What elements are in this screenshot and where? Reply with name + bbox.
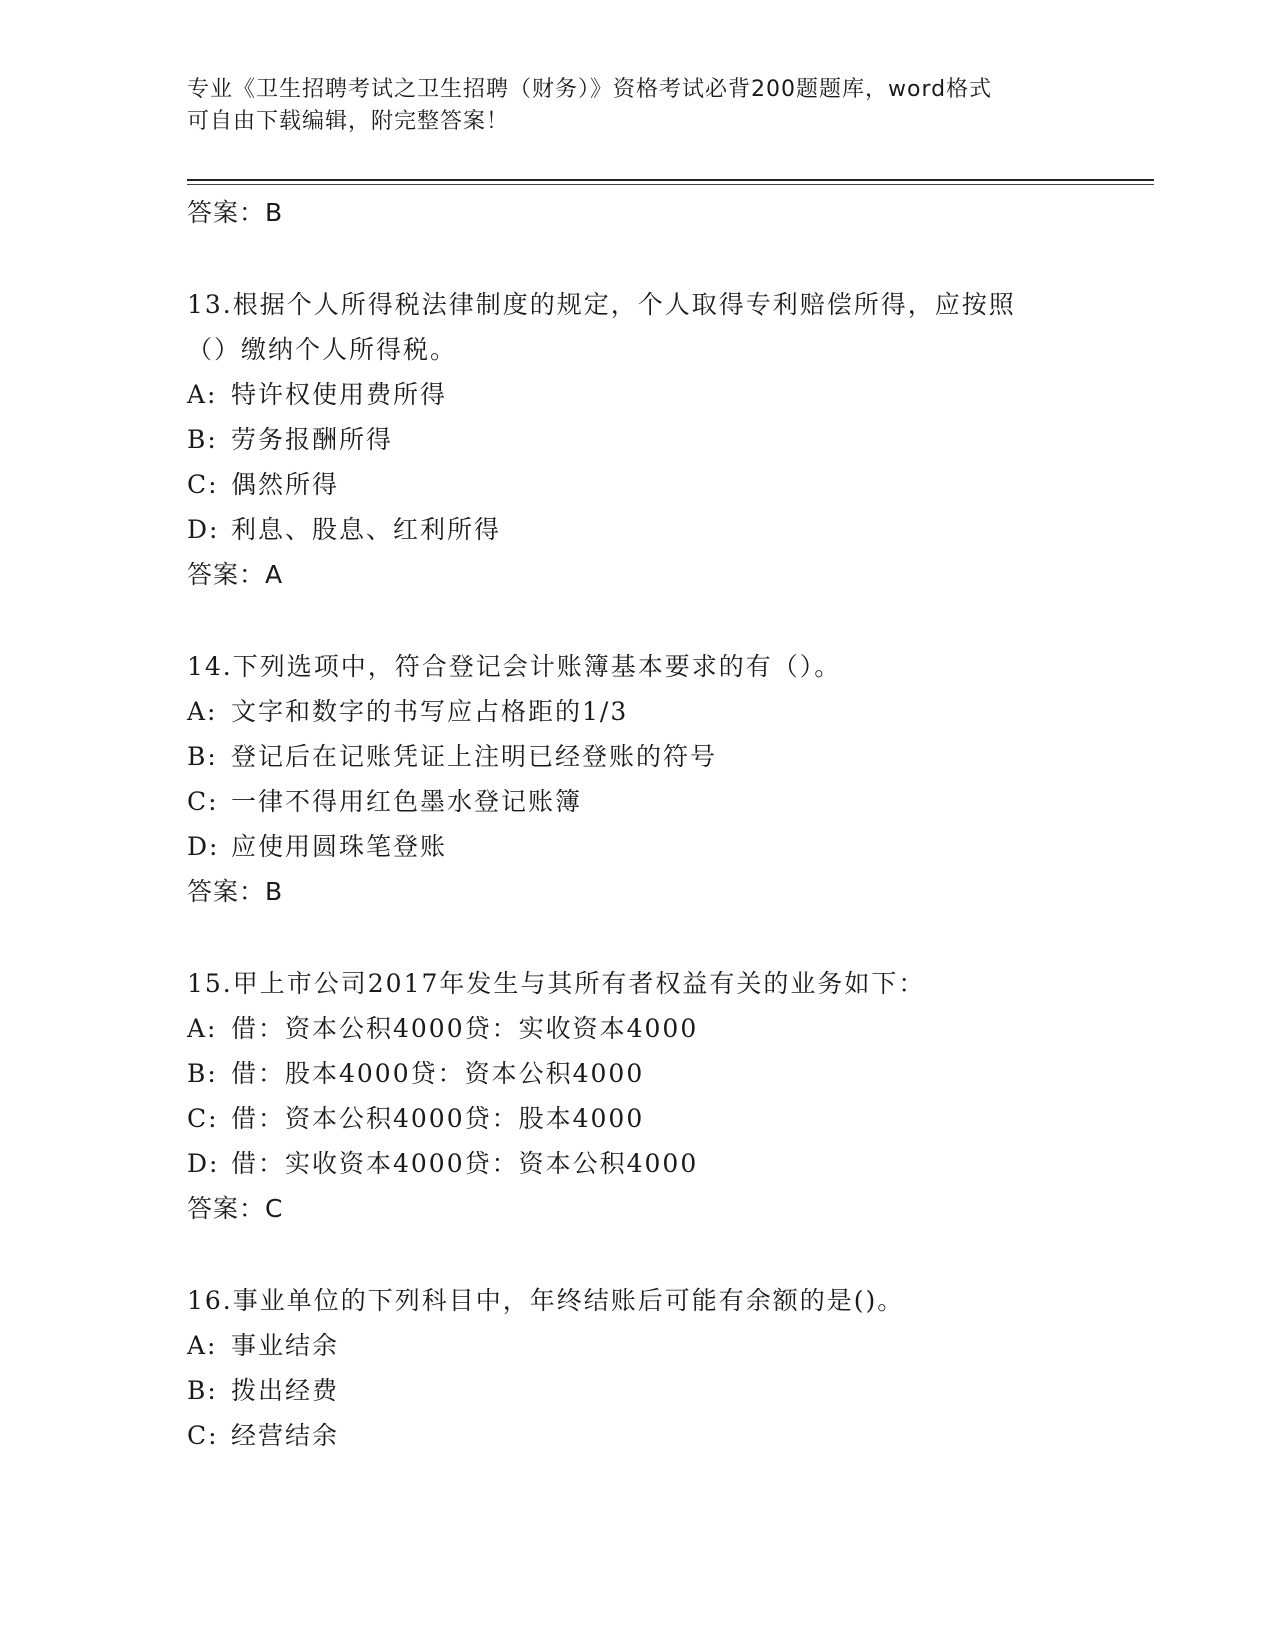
spacer <box>187 915 1147 961</box>
option-key: A: <box>187 380 218 409</box>
option-a <box>187 372 1147 417</box>
question-block <box>187 1278 1147 1458</box>
option-d <box>187 1141 1147 1186</box>
question-stem-line: 15.甲上市公司2017年发生与其所有者权益有关的业务如下： <box>187 969 926 998</box>
option-key: C: <box>187 470 219 499</box>
option-d <box>187 824 1147 869</box>
option-a <box>187 1006 1147 1051</box>
option-text: 经营结余 <box>231 1421 340 1450</box>
option-key: C: <box>187 1421 219 1450</box>
question-stem <box>187 1278 1147 1323</box>
option-key: B: <box>187 1376 218 1405</box>
question-list <box>187 190 1147 1458</box>
header-divider-thin <box>187 184 1154 185</box>
option-text: 一律不得用红色墨水登记账簿 <box>231 787 583 816</box>
question-stem <box>187 644 1147 689</box>
option-text: 文字和数字的书写应占格距的1/3 <box>231 697 629 726</box>
option-text: 借：资本公积4000贷：股本4000 <box>231 1104 645 1133</box>
question-stem-line: 14.下列选项中，符合登记会计账簿基本要求的有（）。 <box>187 652 842 681</box>
option-text: 事业结余 <box>231 1331 340 1360</box>
option-a <box>187 1323 1147 1368</box>
question-block <box>187 644 1147 915</box>
option-text: 借：资本公积4000贷：实收资本4000 <box>231 1014 699 1043</box>
option-c <box>187 1096 1147 1141</box>
header-line-1: 专业《卫生招聘考试之卫生招聘（财务）》资格考试必背200题题库，word格式 <box>187 77 993 102</box>
question-stem <box>187 961 1147 1006</box>
option-text: 拨出经费 <box>231 1376 340 1405</box>
document-header <box>187 74 1087 138</box>
option-text: 登记后在记账凭证上注明已经登账的符号 <box>231 742 718 771</box>
question-stem <box>187 282 1147 372</box>
option-key: C: <box>187 787 219 816</box>
option-key: B: <box>187 1059 218 1088</box>
option-c <box>187 462 1147 507</box>
option-b <box>187 417 1147 462</box>
option-key: D: <box>187 832 220 861</box>
option-c <box>187 1413 1147 1458</box>
option-key: B: <box>187 425 218 454</box>
option-b <box>187 1368 1147 1413</box>
header-line-2: 可自由下载编辑，附完整答案！ <box>187 109 510 134</box>
option-c <box>187 779 1147 824</box>
answer-line: 答案：C <box>187 1194 284 1223</box>
option-text: 偶然所得 <box>231 470 340 499</box>
option-text: 特许权使用费所得 <box>231 380 448 409</box>
answer-line: 答案：A <box>187 560 284 589</box>
option-key: A: <box>187 697 218 726</box>
question-stem-line: （）缴纳个人所得税。 <box>187 335 458 364</box>
option-key: D: <box>187 515 220 544</box>
option-text: 劳务报酬所得 <box>231 425 394 454</box>
spacer <box>187 236 1147 282</box>
answer-line: 答案：B <box>187 198 284 227</box>
option-key: A: <box>187 1014 218 1043</box>
option-text: 借：实收资本4000贷：资本公积4000 <box>231 1149 699 1178</box>
option-a <box>187 689 1147 734</box>
option-key: B: <box>187 742 218 771</box>
spacer <box>187 598 1147 644</box>
question-block <box>187 282 1147 598</box>
option-key: D: <box>187 1149 220 1178</box>
header-divider-thick <box>187 179 1154 181</box>
option-b <box>187 734 1147 779</box>
option-text: 借：股本4000贷：资本公积4000 <box>231 1059 645 1088</box>
question-stem-line: 16.事业单位的下列科目中，年终结账后可能有余额的是()。 <box>187 1286 905 1315</box>
option-key: C: <box>187 1104 219 1133</box>
question-stem-line: 13.根据个人所得税法律制度的规定，个人取得专利赔偿所得，应按照 <box>187 290 1016 319</box>
answer-line: 答案：B <box>187 877 284 906</box>
option-key: A: <box>187 1331 218 1360</box>
option-d <box>187 507 1147 552</box>
option-text: 应使用圆珠笔登账 <box>231 832 448 861</box>
option-text: 利息、股息、红利所得 <box>231 515 502 544</box>
spacer <box>187 1232 1147 1278</box>
option-b <box>187 1051 1147 1096</box>
question-block <box>187 961 1147 1232</box>
